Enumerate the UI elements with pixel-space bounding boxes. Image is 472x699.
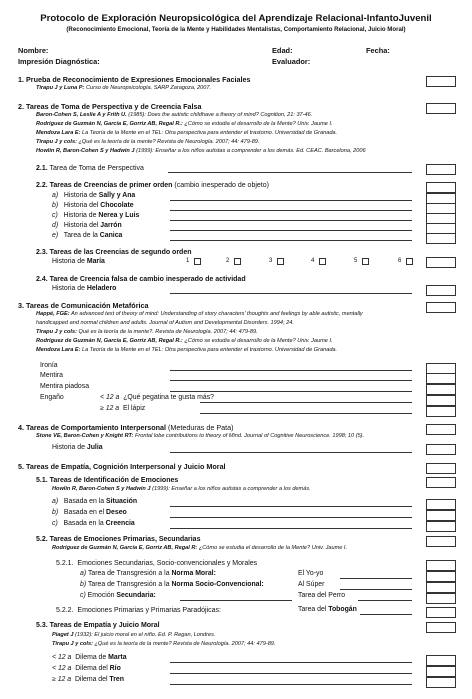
section-1-title: 1. Prueba de Reconocimiento de Expresiones Emocionales Faciales <box>18 75 251 84</box>
section-2-2-line-a[interactable] <box>170 200 412 201</box>
section-5-1-item-a: a) Basada en la Situación <box>52 498 138 505</box>
section-3-item-engano: Engaño <box>40 394 64 401</box>
scale-checkbox-5[interactable] <box>362 258 369 265</box>
section-5-3-box-rio[interactable] <box>426 666 456 677</box>
section-5-1-score-box[interactable] <box>426 477 456 488</box>
section-3-line-mentira[interactable] <box>170 380 412 381</box>
section-3-line-ironia[interactable] <box>170 370 412 371</box>
section-4-title: 4. Tareas de Comportamiento Interpersonal (Meteduras de Pata) <box>18 423 234 432</box>
section-5-2-2-title: 5.2.2. Emociones Primarias y Primarias Paradójicas: <box>56 607 221 614</box>
section-2-4-item: Historia de Heladero <box>52 285 117 292</box>
section-2-ref-2: Rodríguez de Guzmán N, García E, Gorriz AB, Regal R.: ¿Cómo se estudia el desarrollo de la Mente? Univ. Jaume I. <box>36 121 333 127</box>
section-2-3-score-box[interactable] <box>426 257 456 268</box>
evaluador-label: Evaluador: <box>272 57 311 66</box>
section-4-item-box[interactable] <box>426 444 456 455</box>
scale-5: 5 <box>354 258 358 264</box>
section-5-2-title: 5.2. Tareas de Emociones Primarias, Secundarias <box>36 536 201 543</box>
section-2-3-item: Historia de María <box>52 258 105 265</box>
section-5-2-1-right-a: El Yo-yo <box>298 570 324 577</box>
section-5-1-item-b: b) Basada en el Deseo <box>52 509 127 516</box>
section-2-2-item-e: e) Tarea de la Canica <box>52 232 123 239</box>
section-5-3-box-marta[interactable] <box>426 655 456 666</box>
section-2-1-line[interactable] <box>168 172 412 173</box>
section-3-score-box[interactable] <box>426 302 456 313</box>
edad-label: Edad: <box>272 46 293 55</box>
section-2-2-line-d[interactable] <box>170 230 412 231</box>
scale-checkbox-1[interactable] <box>194 258 201 265</box>
section-4-line[interactable] <box>170 452 412 453</box>
section-2-2-item-b: b) Historia del Chocolate <box>52 202 134 209</box>
section-3-engano-2: ≥ 12 a El lápiz <box>100 405 146 412</box>
section-5-3-ref-2: Tirapu J y cols: ¿Qué es la teoría de la mente? Revista de Neurología. 2007; 44: 479-89. <box>52 641 276 647</box>
section-5-3-item-rio: < 12 a Dilema del Río <box>52 665 121 672</box>
section-5-3-box-tren[interactable] <box>426 677 456 688</box>
scale-2: 2 <box>226 258 230 264</box>
section-2-title: 2. Tareas de Toma de Perspectiva y de Creencia Falsa <box>18 102 202 111</box>
section-5-2-1-box-a[interactable] <box>426 571 456 582</box>
section-2-2-line-b[interactable] <box>170 210 412 211</box>
section-4-item: Historia de Julia <box>52 444 103 451</box>
section-2-2-line-c[interactable] <box>170 220 412 221</box>
section-2-ref-1: Baron-Cohen S, Leslie A y Frith U. (1985): Does the autistic childhave a theory of mind? Cognition, 21: 37-46. <box>36 112 313 118</box>
section-5-1-box-b[interactable] <box>426 510 456 521</box>
section-5-2-1-right-c: Tarea del Perro <box>298 592 346 599</box>
section-5-3-line-marta[interactable] <box>170 662 412 663</box>
section-3-ref-1: Happé, FGE: An advanced test of theory of mind: Understanding of story characters' thoughts and feelings by able autistic, mentally <box>36 311 363 317</box>
section-5-1-line-c[interactable] <box>170 528 412 529</box>
section-2-2-item-d: d) Historia del Jarrón <box>52 222 122 229</box>
section-5-3-item-marta: < 12 a Dilema de Marta <box>52 654 127 661</box>
section-2-4-title: 2.4. Tarea de Creencia falsa de cambio inesperado de actividad <box>36 276 246 283</box>
form-subtitle: (Reconocimiento Emocional, Teoría de la Mente y Habilidades Mentalistas, Comportamiento Relacional, Juicio Moral) <box>66 26 406 33</box>
section-3-title: 3. Tareas de Comunicación Metafórica <box>18 301 149 310</box>
nombre-label: Nombre: <box>18 46 49 55</box>
section-3-ref-2: Tirapu J y cols: Qué es la teoría de la mente?. Revista de Neurología. 2007; 44: 479-89. <box>36 329 258 335</box>
section-2-2-item-a: a) Historia de Sally y Ana <box>52 192 136 199</box>
section-5-2-1-line-a[interactable] <box>340 578 412 579</box>
section-2-4-line[interactable] <box>170 293 412 294</box>
section-3-ref-1b: handicapped and normal children and adults. Journal of Autism and Developmental Disorders. 1994; 24. <box>36 320 294 326</box>
section-2-2-box-e[interactable] <box>426 233 456 244</box>
scale-1: 1 <box>186 258 190 264</box>
section-5-2-2-right: Tarea del Tobogán <box>298 606 357 613</box>
section-2-2-title: 2.2. Tareas de Creencias de primer orden (cambio inesperado de objeto) <box>36 182 269 189</box>
section-5-2-1-item-a: a) Tarea de Transgresión a la Norma Moral: <box>80 570 216 577</box>
section-5-score-box[interactable] <box>426 463 456 474</box>
section-5-1-item-c: c) Basada en la Creencia <box>52 520 135 527</box>
section-3-box-engano-2[interactable] <box>426 406 456 417</box>
section-5-1-ref: Howlin R, Baron-Cohen S y Hadwin J (1999): Enseñar a los niños autistas a comprender a los demás. <box>52 486 311 492</box>
fecha-label: Fecha: <box>366 46 390 55</box>
section-5-3-line-rio[interactable] <box>170 673 412 674</box>
section-5-1-box-c[interactable] <box>426 521 456 532</box>
section-3-item-mentira-piadosa: Mentira piadosa <box>40 383 90 390</box>
scale-4: 4 <box>311 258 315 264</box>
section-2-4-score-box[interactable] <box>426 285 456 296</box>
section-5-2-1-item-c: c) Emoción Secundaria: <box>80 592 156 599</box>
section-5-1-box-a[interactable] <box>426 499 456 510</box>
section-2-ref-3: Mendoza Lara E: La Teoría de la Mente en el TEL: Otra perspectiva para entender el trastorno. Universidad de Granada. <box>36 130 338 136</box>
section-2-ref-5: Howlin R, Baron-Cohen S y Hadwin J (1999): Enseñar a los niños autistas a comprender a los demás. Ed. CEAC. Barcelona, 2006 <box>36 148 366 154</box>
section-2-score-box[interactable] <box>426 103 456 114</box>
scale-6: 6 <box>398 258 402 264</box>
section-2-1-score-box[interactable] <box>426 164 456 175</box>
section-2-1-title: 2.1. Tarea de Toma de Perspectiva <box>36 165 144 172</box>
section-3-ref-3: Rodríguez de Guzmán N, García E, Gorriz AB, Regal R.: ¿Cómo se estudia el desarrollo de la Mente? Univ. Jaume I. <box>36 338 333 344</box>
section-5-2-2-line[interactable] <box>360 614 412 615</box>
section-5-2-ref: Rodríguez de Guzmán N, García E, Gorriz AB, Regal R: ¿Cómo se estudia el desarrollo de la Mente? Univ. Jaume I. <box>52 545 348 551</box>
section-3-engano-1: < 12 a ¿Qué pegatina te gusta más? <box>100 394 214 401</box>
section-2-ref-4: Tirapu J y cols: ¿Qué es la teoría de la mente? Revista de Neurología. 2007; 44: 479-89. <box>36 139 260 145</box>
form-title: Protocolo de Exploración Neuropsicológica del Aprendizaje Relacional-InfantoJuvenil <box>40 13 432 24</box>
section-5-2-1-line-c[interactable] <box>358 600 412 601</box>
scale-checkbox-6[interactable] <box>406 258 413 265</box>
section-5-title: 5. Tareas de Empatía, Cognición Interpersonal y Juicio Moral <box>18 462 226 471</box>
section-5-3-score-box[interactable] <box>426 622 456 633</box>
section-5-3-title: 5.3. Tareas de Empatía y Juicio Moral <box>36 622 160 629</box>
section-3-item-mentira: Mentira <box>40 372 63 379</box>
section-2-2-score-box[interactable] <box>426 182 456 193</box>
section-3-item-ironia: Ironía <box>40 362 58 369</box>
section-5-1-line-a[interactable] <box>170 506 412 507</box>
section-4-score-box[interactable] <box>426 424 456 435</box>
section-5-2-1-line-b[interactable] <box>340 589 412 590</box>
section-5-2-score-box[interactable] <box>426 536 456 547</box>
section-5-2-1-right-b: Al Súper <box>298 581 325 588</box>
section-4-ref: Stone VE, Baron-Cohen y Knight RT: Frontal lobe contributions to theory of Mind. Journal of Cognitive Neuroscience. 1998; 10 (5). <box>36 433 365 439</box>
section-5-3-item-tren: ≥ 12 a Dilema del Tren <box>52 676 124 683</box>
section-5-3-ref-1: Piaget J (1932): El juicio moral en el niño. Ed. P. Regan, Londres. <box>52 632 216 638</box>
section-5-2-1-score-box[interactable] <box>426 560 456 571</box>
section-3-line-mentira-piadosa[interactable] <box>170 391 412 392</box>
section-5-2-1-item-b: b) Tarea de Transgresión a la Norma Socio-Convencional: <box>80 581 264 588</box>
scale-3: 3 <box>269 258 273 264</box>
section-5-2-1-title: 5.2.1. Emociones Secundarias, Socio-convencionales y Morales <box>56 560 258 567</box>
section-2-2-item-c: c) Historia de Nerea y Luis <box>52 212 140 219</box>
section-3-line-engano-1[interactable] <box>200 402 412 403</box>
section-5-1-line-b[interactable] <box>170 517 412 518</box>
section-5-2-2-box[interactable] <box>426 607 456 618</box>
section-5-2-1-box-b[interactable] <box>426 582 456 593</box>
section-5-3-line-tren[interactable] <box>170 684 412 685</box>
section-5-2-1-line-c-mid[interactable] <box>180 600 292 601</box>
section-3-box-engano-1[interactable] <box>426 395 456 406</box>
impresion-label: Impresión Diagnóstica: <box>18 57 100 66</box>
section-2-3-title: 2.3. Tareas de las Creencias de segundo orden <box>36 249 192 256</box>
section-1-score-box[interactable] <box>426 76 456 87</box>
scale-checkbox-2[interactable] <box>234 258 241 265</box>
section-3-box-mentira[interactable] <box>426 373 456 384</box>
scale-checkbox-4[interactable] <box>319 258 326 265</box>
section-5-1-title: 5.1. Tareas de Identificación de Emociones <box>36 477 179 484</box>
section-5-2-1-box-c[interactable] <box>426 593 456 604</box>
section-2-2-line-e[interactable] <box>170 240 412 241</box>
section-3-box-mentira-piadosa[interactable] <box>426 384 456 395</box>
section-1-ref: Tirapu J y Luna P: Curso de Neuropsicología. SARP Zaragoza, 2007. <box>36 85 212 91</box>
scale-checkbox-3[interactable] <box>277 258 284 265</box>
section-3-line-engano-2[interactable] <box>200 413 412 414</box>
section-3-ref-4: Mendoza Lara E: La Teoría de la Mente en el TEL: Otra perspectiva para entender el trastorno. Universidad de Granada. <box>36 347 338 353</box>
